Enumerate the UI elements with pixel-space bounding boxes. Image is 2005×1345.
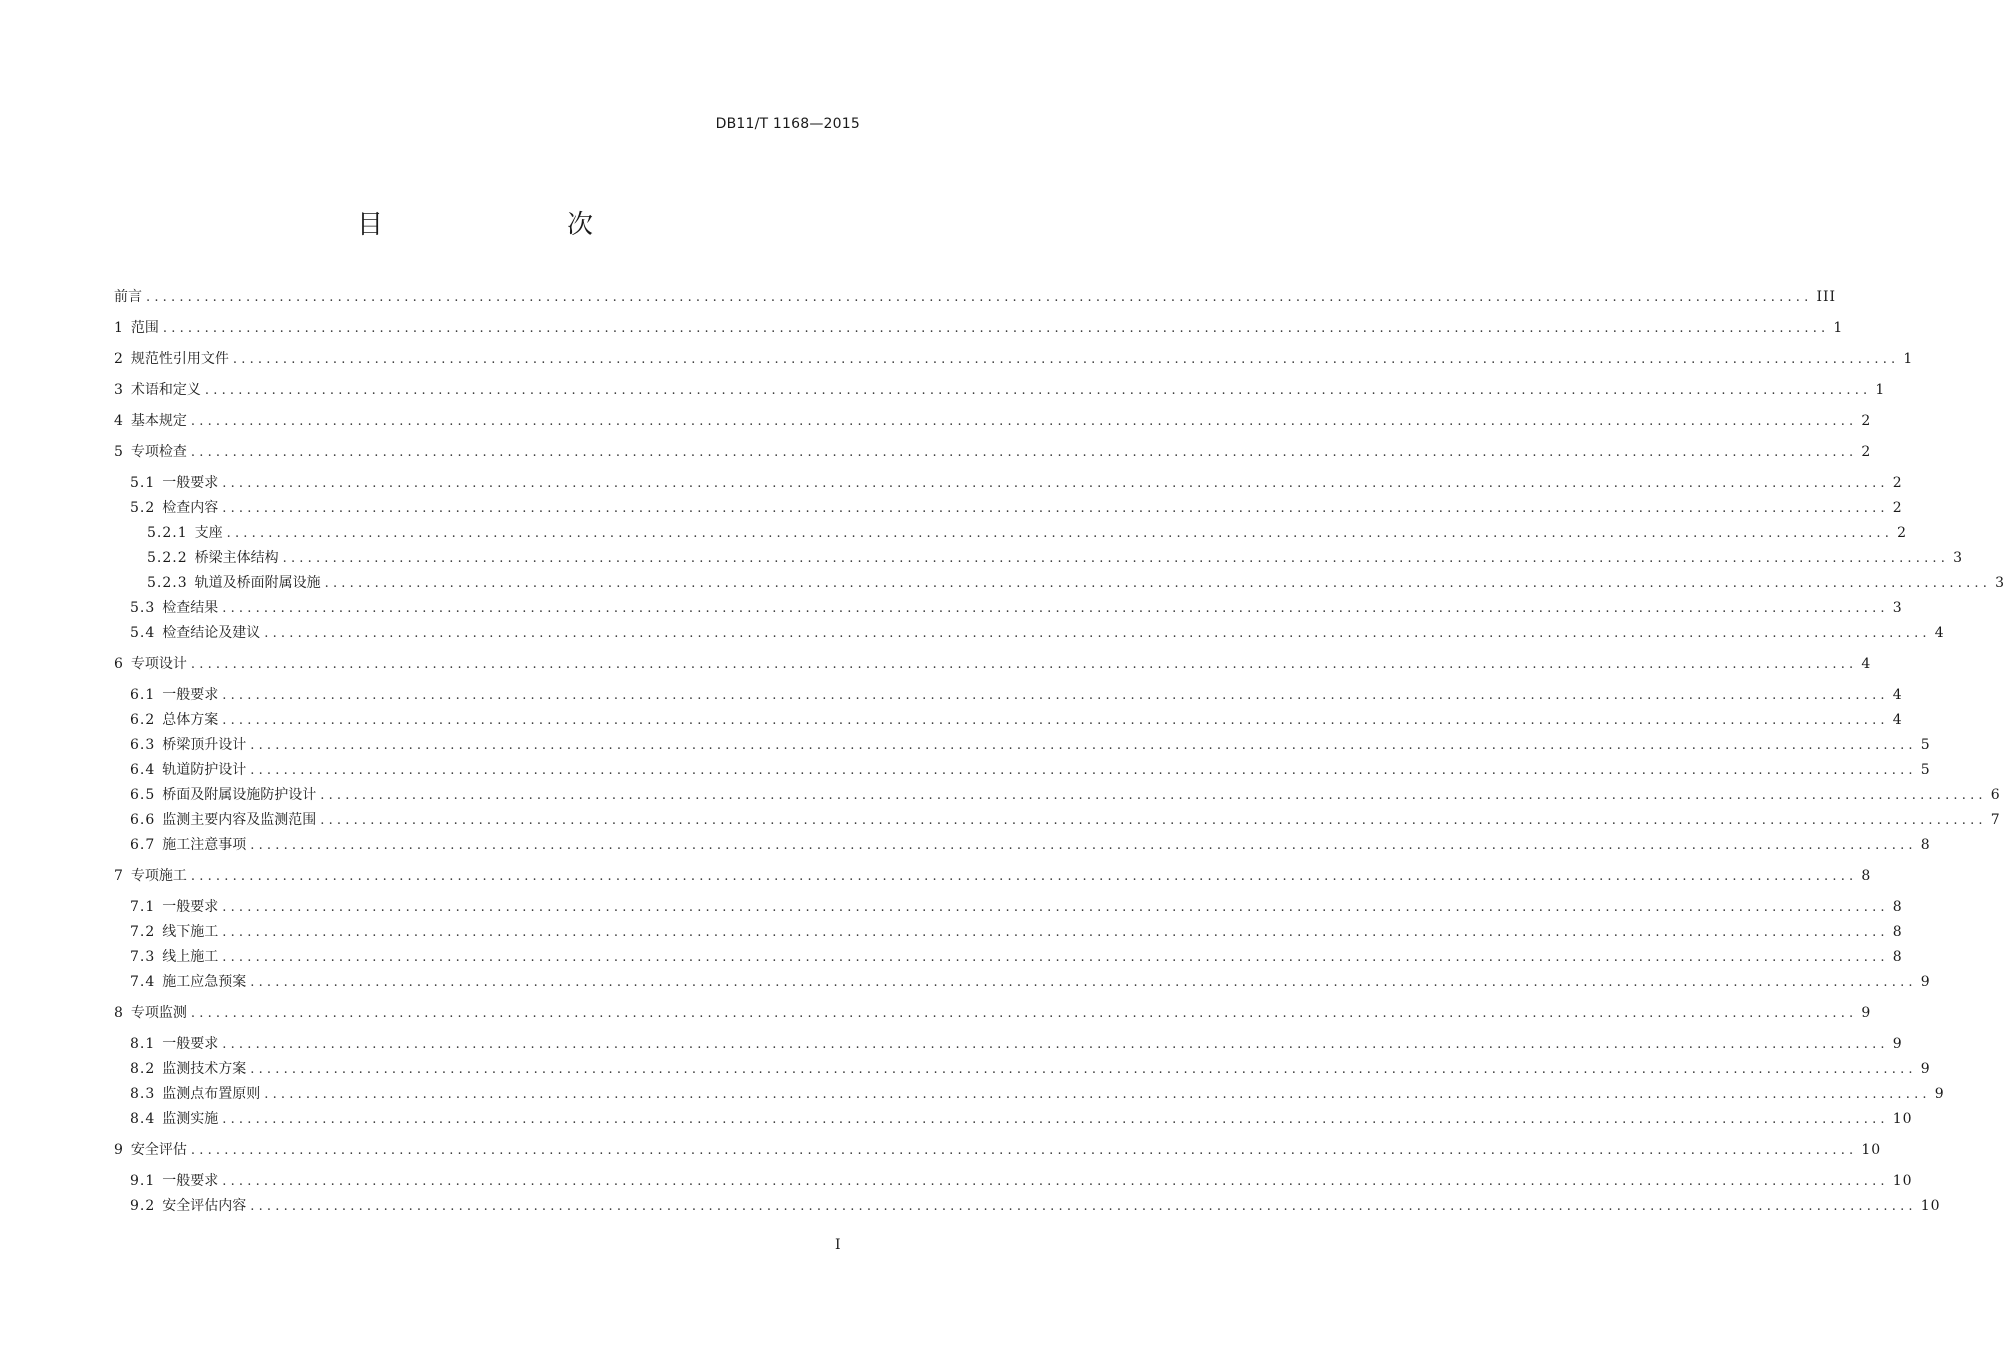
toc-entry-label — [130, 597, 218, 619]
toc-entry-title: 术语和定义 — [130, 382, 201, 398]
toc-entry-label — [130, 1083, 260, 1105]
toc-entry-number: 5.1 — [130, 475, 156, 491]
toc-entry[interactable] — [114, 865, 1872, 887]
toc-entry-number: 8 — [114, 1005, 124, 1021]
toc-entry-page: 1 — [1833, 320, 1844, 336]
toc-entry-title: 线下施工 — [162, 924, 219, 940]
toc-entry-title: 安全评估内容 — [162, 1198, 247, 1214]
toc-dot-leader: ........................................................................................................................................................................................................ — [222, 501, 1889, 516]
toc-entry-number: 8.3 — [130, 1086, 156, 1102]
toc-entry-page: 4 — [1892, 687, 1903, 703]
toc-entry[interactable] — [130, 622, 1945, 644]
toc-entry[interactable] — [130, 497, 1903, 519]
toc-entry-number: 6.1 — [130, 687, 156, 703]
toc-entry-page: 2 — [1861, 413, 1872, 429]
toc-entry-title: 专项施工 — [130, 868, 187, 884]
toc-entry-title: 桥梁顶升设计 — [162, 737, 247, 753]
toc-dot-leader: ........................................................................................................................................................................................................ — [204, 383, 1872, 398]
toc-entry-page: 9 — [1861, 1005, 1872, 1021]
toc-entry[interactable] — [130, 1170, 1913, 1192]
toc-entry-page: 8 — [1892, 924, 1903, 940]
toc-dot-leader: ........................................................................................................................................................................................................ — [320, 813, 1987, 828]
toc-entry-number: 7.4 — [130, 974, 156, 990]
toc-entry[interactable] — [114, 317, 1844, 339]
toc-dot-leader: ........................................................................................................................................................................................................ — [222, 601, 1889, 616]
toc-entry-title: 施工注意事项 — [162, 837, 247, 853]
toc-entry-label — [130, 1195, 246, 1217]
toc-entry-label — [114, 348, 229, 370]
toc-dot-leader: ........................................................................................................................................................................................................ — [250, 763, 1917, 778]
toc-entry-number: 6.3 — [130, 737, 156, 753]
toc-entry-title: 桥梁主体结构 — [194, 550, 279, 566]
toc-entry-label — [130, 809, 316, 831]
toc-dot-leader: ........................................................................................................................................................................................................ — [222, 1174, 1889, 1189]
toc-entry-label — [114, 410, 187, 432]
toc-dot-leader: ........................................................................................................................................................................................................ — [222, 713, 1889, 728]
toc-entry-label — [114, 865, 187, 887]
toc-entry[interactable] — [114, 286, 1837, 308]
toc-entry-page: 5 — [1920, 762, 1931, 778]
toc-entry[interactable] — [130, 684, 1903, 706]
toc-dot-leader: ........................................................................................................................................................................................................ — [250, 975, 1917, 990]
toc-entry-label — [114, 317, 159, 339]
toc-entry-page: 8 — [1920, 837, 1931, 853]
toc-entry-page: 9 — [1920, 974, 1931, 990]
toc-entry-title: 线上施工 — [162, 949, 219, 965]
toc-entry-label — [130, 971, 246, 993]
toc-dot-leader: ........................................................................................................................................................................................................ — [226, 526, 1894, 541]
toc-entry-page: III — [1816, 289, 1837, 305]
toc-entry-page: 1 — [1903, 351, 1914, 367]
toc-entry-label — [130, 896, 218, 918]
toc-entry[interactable] — [147, 572, 2005, 594]
toc-entry-label — [130, 784, 316, 806]
toc-entry-label — [130, 1058, 246, 1080]
toc-entry-label — [114, 379, 201, 401]
toc-entry-title: 一般要求 — [162, 1173, 219, 1189]
toc-entry-page: 6 — [1990, 787, 2001, 803]
toc-entry-page: 4 — [1861, 656, 1872, 672]
toc-entry-title: 监测点布置原则 — [162, 1086, 261, 1102]
toc-entry-label — [114, 1002, 187, 1024]
toc-dot-leader: ........................................................................................................................................................................................................ — [222, 925, 1889, 940]
toc-entry-page: 2 — [1861, 444, 1872, 460]
toc-entry[interactable] — [130, 1058, 1931, 1080]
toc-entry[interactable] — [130, 472, 1903, 494]
toc-entry[interactable] — [114, 410, 1872, 432]
toc-entry-title: 一般要求 — [162, 475, 219, 491]
toc-entry-label — [130, 684, 218, 706]
toc-dot-leader: ........................................................................................................................................................................................................ — [222, 1037, 1889, 1052]
toc-entry-number: 3 — [114, 382, 124, 398]
toc-entry-title: 监测技术方案 — [162, 1061, 247, 1077]
toc-entry-number: 5 — [114, 444, 124, 460]
toc-entry-label — [130, 472, 218, 494]
toc-entry-number: 6 — [114, 656, 124, 672]
toc-entry-number: 5.2.1 — [147, 525, 188, 541]
toc-entry-number: 6.5 — [130, 787, 156, 803]
toc-entry-number: 9 — [114, 1142, 124, 1158]
toc-entry-page: 9 — [1934, 1086, 1945, 1102]
toc-entry-title: 轨道防护设计 — [162, 762, 247, 778]
toc-entry-label — [130, 734, 246, 756]
toc-entry-label — [130, 497, 218, 519]
toc-entry-number: 6.6 — [130, 812, 156, 828]
toc-entry-label — [114, 653, 187, 675]
toc-entry-number: 4 — [114, 413, 124, 429]
toc-entry-number: 5.2.3 — [147, 575, 188, 591]
toc-entry-title: 支座 — [194, 525, 223, 541]
toc-entry-number: 6.4 — [130, 762, 156, 778]
toc-entry-number: 7.1 — [130, 899, 156, 915]
toc-dot-leader: ........................................................................................................................................................................................................ — [190, 414, 1858, 429]
toc-dot-leader: ........................................................................................................................................................................................................ — [250, 738, 1917, 753]
toc-dot-leader: ........................................................................................................................................................................................................ — [250, 1199, 1917, 1214]
toc-entry-title: 规范性引用文件 — [130, 351, 229, 367]
toc-entry-page: 3 — [1953, 550, 1964, 566]
toc-entry-label — [147, 522, 223, 544]
toc-entry-page: 10 — [1892, 1173, 1913, 1189]
toc-entry-label — [147, 547, 279, 569]
toc-entry-label — [130, 834, 246, 856]
toc-entry[interactable] — [147, 547, 1964, 569]
toc-entry-label — [130, 946, 218, 968]
toc-entry-page: 8 — [1892, 949, 1903, 965]
toc-entry-page: 5 — [1920, 737, 1931, 753]
toc-entry[interactable] — [130, 1195, 1941, 1217]
toc-entry-title: 施工应急预案 — [162, 974, 247, 990]
toc-entry[interactable] — [114, 1139, 1882, 1161]
toc-entry-page: 10 — [1892, 1111, 1913, 1127]
toc-entry-label — [130, 1033, 218, 1055]
toc-entry-label — [130, 622, 260, 644]
toc-dot-leader: ........................................................................................................................................................................................................ — [222, 950, 1889, 965]
toc-entry-number: 5.2.2 — [147, 550, 188, 566]
toc-dot-leader: ........................................................................................................................................................................................................ — [222, 476, 1889, 491]
toc-entry[interactable] — [130, 896, 1903, 918]
toc-entry-number: 6.2 — [130, 712, 156, 728]
toc-entry-label — [130, 921, 218, 943]
toc-entry[interactable] — [130, 784, 2001, 806]
toc-entry-title: 总体方案 — [162, 712, 219, 728]
toc-entry-title: 桥面及附属设施防护设计 — [162, 787, 317, 803]
toc-entry[interactable] — [130, 1108, 1913, 1130]
toc-entry-title: 监测主要内容及监测范围 — [162, 812, 317, 828]
toc-entry[interactable] — [130, 834, 1931, 856]
toc-entry[interactable] — [114, 348, 1914, 370]
toc-dot-leader: ........................................................................................................................................................................................................ — [264, 626, 1931, 641]
toc-entry[interactable] — [130, 709, 1903, 731]
page-number: I — [835, 1237, 841, 1253]
toc-entry-label — [130, 1170, 218, 1192]
toc-entry-label — [114, 286, 142, 308]
toc-entry[interactable] — [130, 809, 2001, 831]
toc-dot-leader: ........................................................................................................................................................................................................ — [162, 321, 1830, 336]
toc-entry-label — [114, 1139, 187, 1161]
toc-dot-leader: ........................................................................................................................................................................................................ — [190, 869, 1858, 884]
toc-dot-leader: ........................................................................................................................................................................................................ — [190, 1006, 1858, 1021]
toc-entry-title: 专项监测 — [130, 1005, 187, 1021]
toc-dot-leader: ........................................................................................................................................................................................................ — [250, 1062, 1917, 1077]
toc-entry[interactable] — [114, 1002, 1872, 1024]
toc-entry[interactable] — [147, 522, 1908, 544]
toc-entry-page: 9 — [1920, 1061, 1931, 1077]
toc-dot-leader: ........................................................................................................................................................................................................ — [264, 1087, 1931, 1102]
toc-entry[interactable] — [130, 1033, 1903, 1055]
toc-entry-title: 一般要求 — [162, 1036, 219, 1052]
toc-entry-title: 专项检查 — [130, 444, 187, 460]
toc-dot-leader: ........................................................................................................................................................................................................ — [222, 1112, 1889, 1127]
toc-entry[interactable] — [114, 441, 1872, 463]
toc-entry-title: 检查结论及建议 — [162, 625, 261, 641]
toc-entry-title: 一般要求 — [162, 899, 219, 915]
toc-entry-page: 3 — [1892, 600, 1903, 616]
toc-entry-number: 7.3 — [130, 949, 156, 965]
toc-dot-leader: ........................................................................................................................................................................................................ — [190, 1143, 1858, 1158]
toc-entry-label — [130, 1108, 218, 1130]
toc-entry-number: 9.1 — [130, 1173, 156, 1189]
toc-entry-title: 一般要求 — [162, 687, 219, 703]
toc-entry[interactable] — [114, 379, 1886, 401]
toc-dot-leader: ........................................................................................................................................................................................................ — [146, 290, 1813, 305]
toc-dot-leader: ........................................................................................................................................................................................................ — [190, 657, 1858, 672]
toc-entry-page: 1 — [1875, 382, 1886, 398]
toc-entry-number: 8.4 — [130, 1111, 156, 1127]
toc-entry-title: 监测实施 — [162, 1111, 219, 1127]
toc-entry-number: 1 — [114, 320, 124, 336]
toc-entry-number: 8.1 — [130, 1036, 156, 1052]
toc-dot-leader: ........................................................................................................................................................................................................ — [320, 788, 1987, 803]
toc-entry-page: 7 — [1990, 812, 2001, 828]
toc-entry-page: 8 — [1892, 899, 1903, 915]
toc-entry-title: 前言 — [114, 289, 142, 305]
toc-entry-page: 8 — [1861, 868, 1872, 884]
toc-entry-page: 4 — [1934, 625, 1945, 641]
toc-entry[interactable] — [130, 734, 1931, 756]
toc-entry-label — [114, 441, 187, 463]
toc-entry-label — [130, 709, 218, 731]
toc-entry-label — [130, 759, 246, 781]
toc-entry[interactable] — [130, 759, 1931, 781]
toc-entry-page: 10 — [1920, 1198, 1941, 1214]
toc-entry-page: 2 — [1897, 525, 1908, 541]
toc-entry-title: 基本规定 — [130, 413, 187, 429]
toc-entry-number: 5.3 — [130, 600, 156, 616]
toc-entry-number: 7.2 — [130, 924, 156, 940]
toc-dot-leader: ........................................................................................................................................................................................................ — [222, 688, 1889, 703]
toc-entry-page: 2 — [1892, 500, 1903, 516]
toc-entry[interactable] — [130, 946, 1903, 968]
toc-entry-number: 2 — [114, 351, 124, 367]
page-title: 目 次 — [356, 210, 637, 240]
toc-entry[interactable] — [130, 971, 1931, 993]
toc-entry-page: 10 — [1861, 1142, 1882, 1158]
toc-entry-number: 6.7 — [130, 837, 156, 853]
toc-dot-leader: ........................................................................................................................................................................................................ — [222, 900, 1889, 915]
toc-entry-page: 9 — [1892, 1036, 1903, 1052]
toc-entry-label — [147, 572, 321, 594]
toc-entry[interactable] — [130, 597, 1903, 619]
document-code: DB11/T 1168—2015 — [715, 116, 860, 132]
toc-entry-number: 8.2 — [130, 1061, 156, 1077]
toc-entry-page: 4 — [1892, 712, 1903, 728]
toc-entry-number: 7 — [114, 868, 124, 884]
toc-dot-leader: ........................................................................................................................................................................................................ — [190, 445, 1858, 460]
toc-entry[interactable] — [114, 653, 1872, 675]
toc-entry-number: 5.4 — [130, 625, 156, 641]
toc-entry-title: 专项设计 — [130, 656, 187, 672]
toc-entry-number: 5.2 — [130, 500, 156, 516]
toc-entry-number: 9.2 — [130, 1198, 156, 1214]
toc-dot-leader: ........................................................................................................................................................................................................ — [250, 838, 1917, 853]
toc-dot-leader: ........................................................................................................................................................................................................ — [282, 551, 1950, 566]
toc-entry-title: 轨道及桥面附属设施 — [194, 575, 321, 591]
toc-dot-leader: ........................................................................................................................................................................................................ — [324, 576, 1992, 591]
toc-entry[interactable] — [130, 1083, 1945, 1105]
toc-entry-page: 2 — [1892, 475, 1903, 491]
toc-dot-leader: ........................................................................................................................................................................................................ — [232, 352, 1900, 367]
toc-entry[interactable] — [130, 921, 1903, 943]
toc-entry-title: 安全评估 — [130, 1142, 187, 1158]
toc-entry-title: 检查内容 — [162, 500, 219, 516]
toc-entry-page: 3 — [1995, 575, 2005, 591]
toc-entry-title: 检查结果 — [162, 600, 219, 616]
toc-entry-title: 范围 — [130, 320, 159, 336]
